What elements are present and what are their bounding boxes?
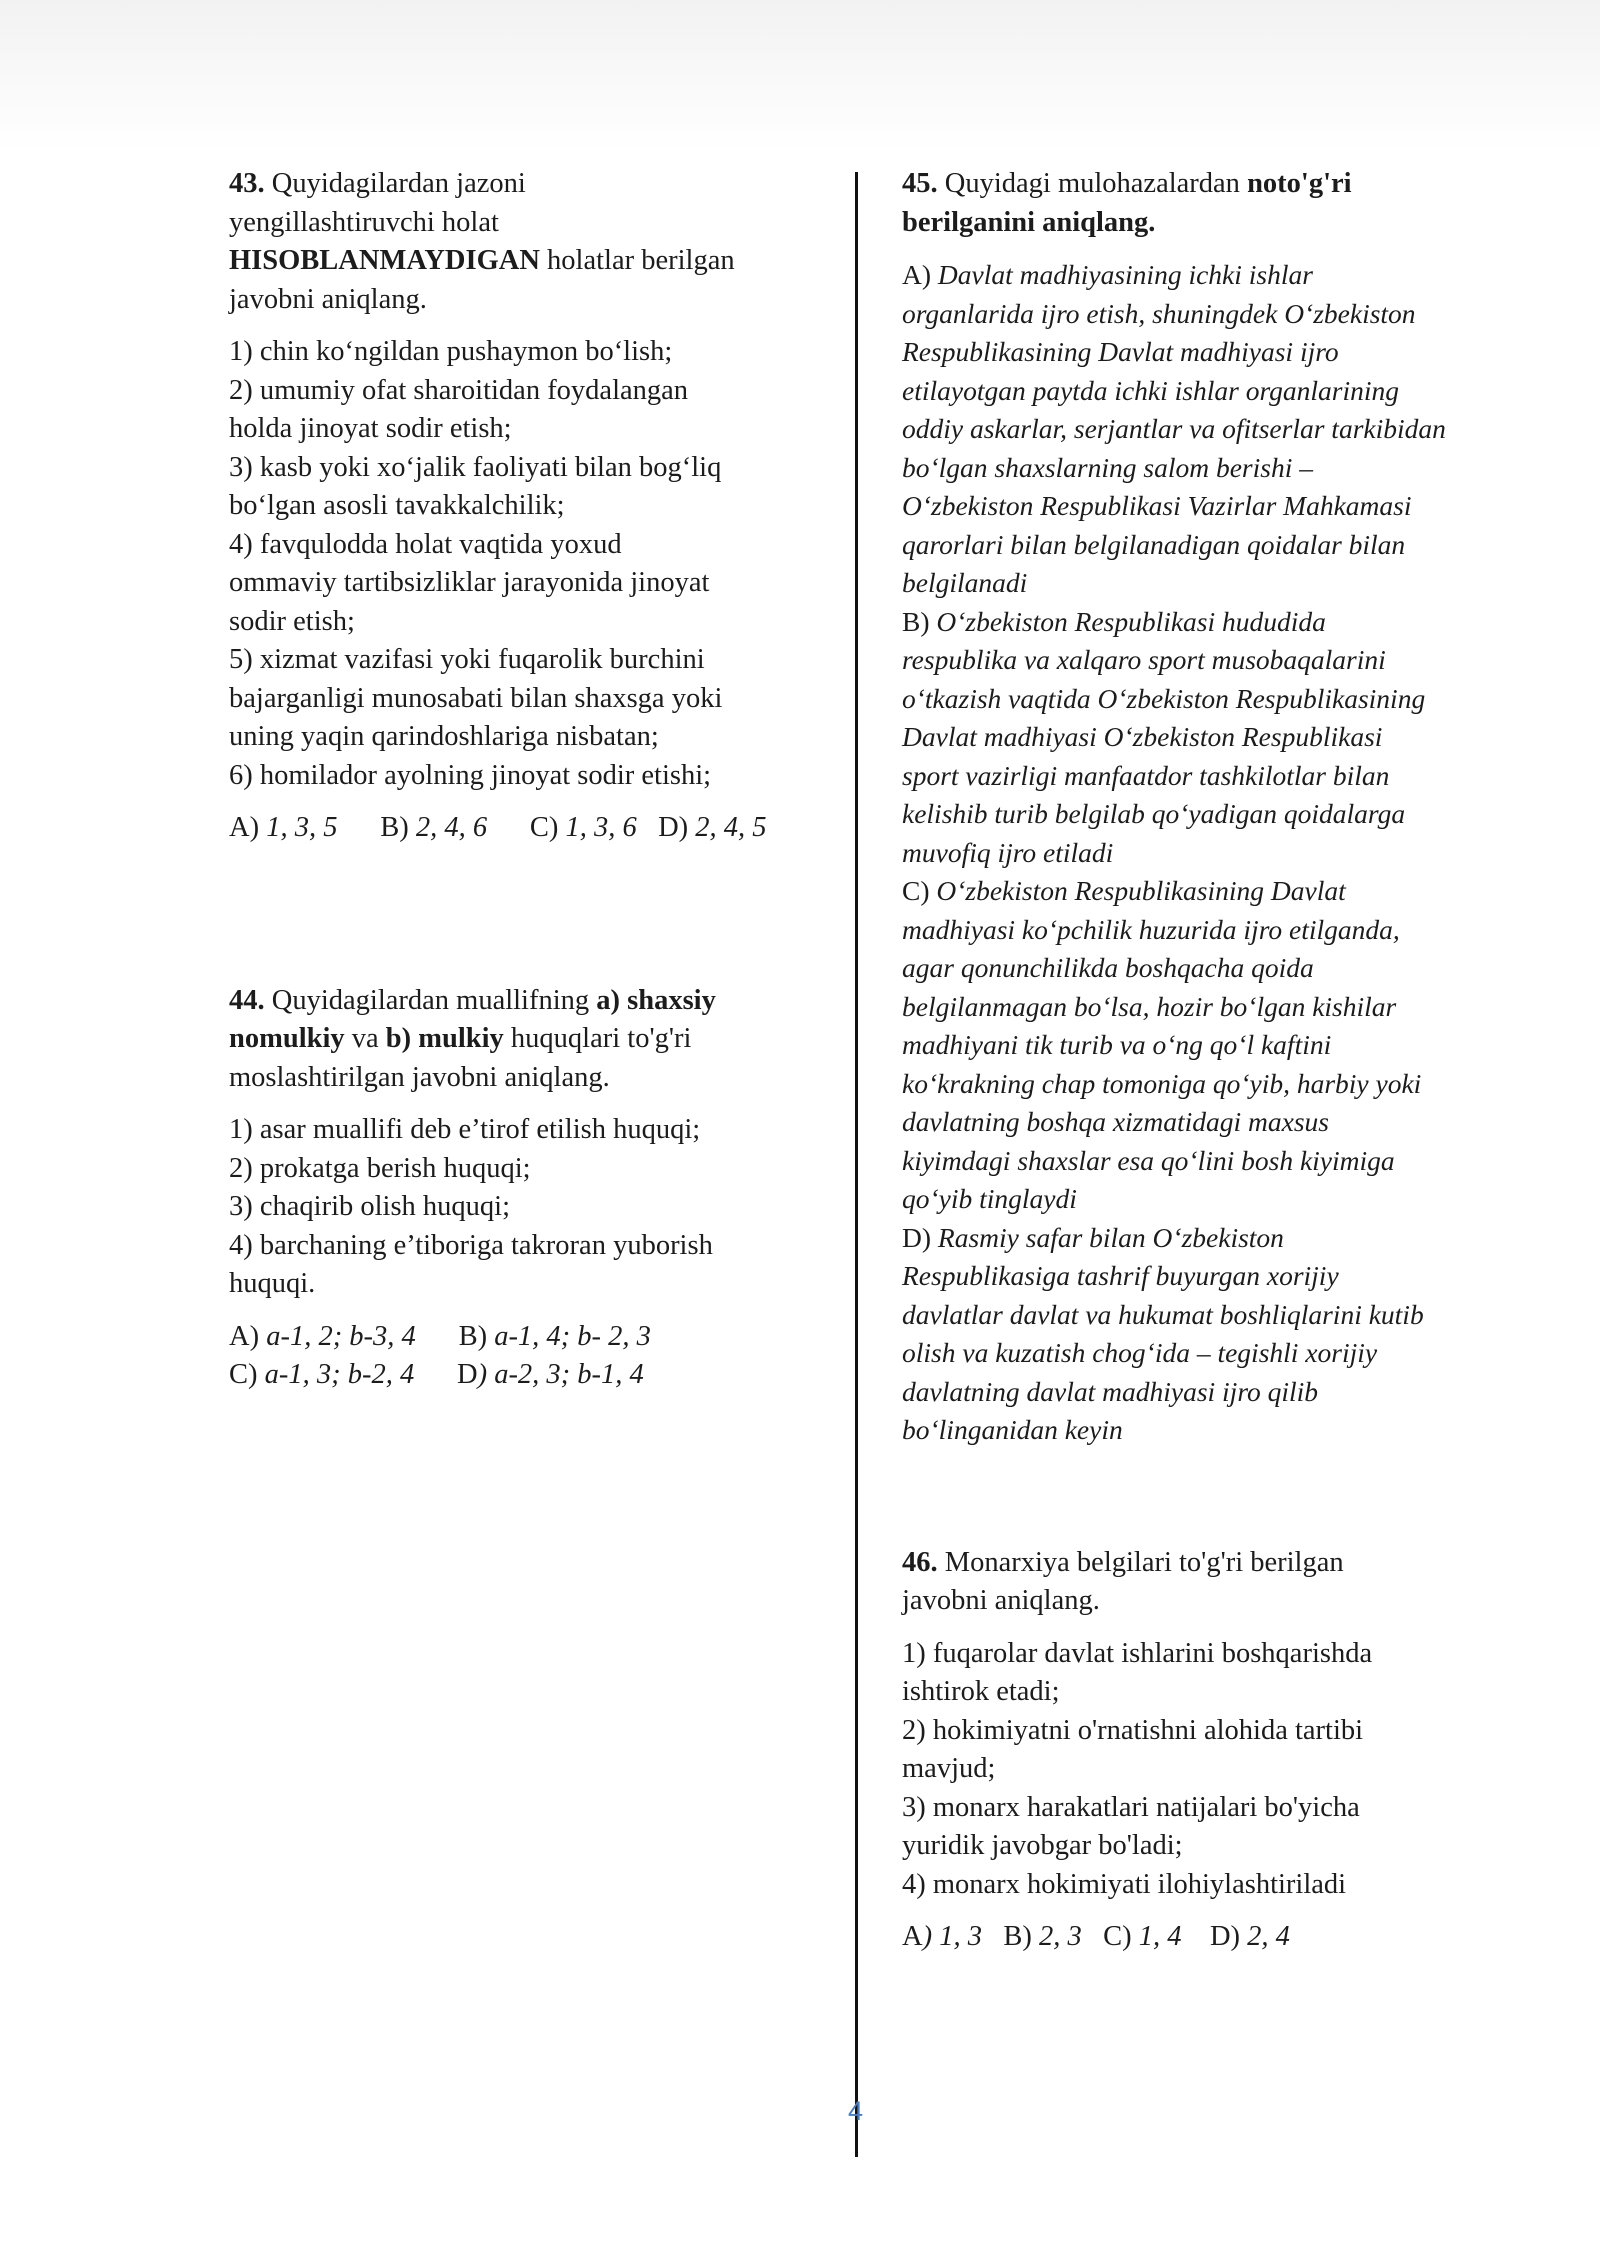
option-b-line[interactable]: B) O‘zbekiston Respublikasi hududida <box>902 605 1326 637</box>
option-a-line: organlarida ijro etish, shuningdek O‘zbekiston <box>902 297 1416 329</box>
statement-line: 1) asar muallifi deb e’tirof etilish huquqi; <box>229 1114 701 1145</box>
answer-option-d[interactable]: D) 2, 4, 5 <box>658 812 767 843</box>
question-number: 46. <box>902 1546 938 1578</box>
statement-line: 2) umumiy ofat sharoitidan foydalangan <box>229 374 689 406</box>
option-a-line[interactable]: A) Davlat madhiyasining ichki ishlar <box>902 259 1313 290</box>
option-a-line: oddiy askarlar, serjantlar va ofitserlar tarkibidan <box>902 413 1446 444</box>
statement-line: huquqi. <box>229 1268 316 1299</box>
option-a-line: qarorlari bilan belgilanadigan qoidalar bilan <box>902 528 1406 560</box>
question-44 <box>229 982 829 1395</box>
question-44-heading: 44. Quyidagilardan muallifning a) shaxsiy nomulkiy va b) mulkiy huquqlari to'g'ri moslashtirilgan javobni aniqlang. <box>229 984 716 1093</box>
question-46-answers <box>902 1918 1502 1957</box>
option-d-line: olish va kuzatish chog‘ida – tegishli xorijiy <box>902 1337 1378 1368</box>
option-b-line: kelishib turib belgilab qo‘yadigan qoidalarga <box>902 798 1406 829</box>
option-d-line: davlatlar davlat va hukumat boshliqlarini kutib <box>902 1298 1424 1330</box>
statement-line: bajarganligi munosabati bilan shaxsga yoki <box>229 682 723 714</box>
option-c-line: davlatning boshqa xizmatidagi maxsus <box>902 1106 1330 1137</box>
question-43-statements <box>229 333 829 795</box>
option-d-line: Respublikasiga tashrif buyurgan xorijiy <box>902 1260 1339 1291</box>
option-c-line: belgilanmagan bo‘lsa, hozir bo‘lgan kishilar <box>902 990 1397 1022</box>
statement-line: sodir etish; <box>229 605 355 637</box>
scan-top-shading <box>0 0 1600 150</box>
option-c-line: ko‘krakning chap tomoniga qo‘yib, harbiy yoki <box>902 1067 1422 1099</box>
option-a-line: bo‘lgan shaxslarning salom berishi – <box>902 451 1313 483</box>
option-b-line: o‘tkazish vaqtida O‘zbekiston Respublikasining <box>902 682 1426 714</box>
question-number: 44. <box>229 984 265 1016</box>
statement-line: yuridik javobgar bo'ladi; <box>902 1830 1183 1861</box>
statement-line: ishtirok etadi; <box>902 1676 1060 1707</box>
option-d-line[interactable]: D) Rasmiy safar bilan O‘zbekiston <box>902 1221 1284 1253</box>
option-b-line: muvofiq ijro etiladi <box>902 836 1114 868</box>
answer-option-c[interactable]: C) 1, 3, 6 <box>529 812 637 843</box>
question-number: 43. <box>229 168 265 199</box>
statement-line: holda jinoyat sodir etish; <box>229 413 512 444</box>
statement-line: 3) chaqirib olish huquqi; <box>229 1191 511 1222</box>
option-a-line: belgilanadi <box>902 567 1028 598</box>
option-c-line[interactable]: C) O‘zbekiston Respublikasining Davlat <box>902 875 1346 906</box>
option-d-line: davlatning davlat madhiyasi ijro qilib <box>902 1375 1319 1407</box>
option-a-line: etilayotgan paytda ichki ishlar organlarining <box>902 374 1400 406</box>
statement-line: 1) fuqarolar davlat ishlarini boshqarishda <box>902 1637 1373 1669</box>
statement-line: bo‘lgan asosli tavakkalchilik; <box>229 490 565 521</box>
option-a-line: O‘zbekiston Respublikasi Vazirlar Mahkamasi <box>902 490 1412 521</box>
question-45-heading: 45. Quyidagi mulohazalardan noto'g'ri berilganini aniqlang. <box>902 168 1352 238</box>
option-b-line: respublika va xalqaro sport musobaqalarini <box>902 644 1386 675</box>
statement-line: 4) monarx hokimiyati ilohiylashtiriladi <box>902 1868 1347 1900</box>
option-c-line: madhiyasi ko‘pchilik huzurida ijro etilganda, <box>902 913 1400 945</box>
answer-option-a[interactable]: A) 1, 3 <box>902 1921 982 1952</box>
answer-option-b[interactable]: B) 2, 3 <box>1003 1921 1082 1952</box>
statement-line: 2) hokimiyatni o'rnatishni alohida tartibi <box>902 1714 1364 1746</box>
statement-line: 6) homilador ayolning jinoyat sodir etishi; <box>229 759 712 791</box>
answer-option-d[interactable]: D) 2, 4 <box>1209 1921 1290 1952</box>
statement-line: 2) prokatga berish huquqi; <box>229 1152 531 1184</box>
statement-line: mavjud; <box>902 1753 996 1784</box>
statement-line: ommaviy tartibsizliklar jarayonida jinoyat <box>229 567 710 598</box>
statement-line: 3) kasb yoki xo‘jalik faoliyati bilan bog‘liq <box>229 451 722 483</box>
left-column <box>229 165 829 1395</box>
question-45 <box>902 165 1502 1450</box>
question-43 <box>229 165 829 848</box>
question-44-statements <box>229 1111 829 1304</box>
answer-option-d[interactable]: D) a-2, 3; b-1, 4 <box>456 1359 644 1390</box>
statement-line: 4) barchaning e’tiboriga takroran yuborish <box>229 1229 713 1261</box>
statement-line: 4) favqulodda holat vaqtida yoxud <box>229 528 622 560</box>
statement-line: 1) chin ko‘ngildan pushaymon bo‘lish; <box>229 336 673 367</box>
statement-line: 3) monarx harakatlari natijalari bo'yicha <box>902 1791 1360 1823</box>
answer-option-a[interactable]: A) a-1, 2; b-3, 4 <box>229 1320 416 1352</box>
option-c-line: kiyimdagi shaxslar esa qo‘lini bosh kiyimiga <box>902 1144 1395 1176</box>
question-number: 45. <box>902 168 938 199</box>
option-b-line: Davlat madhiyasi O‘zbekiston Respublikasi <box>902 721 1383 752</box>
page-number: 4 <box>848 2096 864 2126</box>
answer-option-b[interactable]: B) a-1, 4; b- 2, 3 <box>458 1320 651 1352</box>
option-b-line: sport vazirligi manfaatdor tashkilotlar bilan <box>902 759 1390 791</box>
answer-option-a[interactable]: A) 1, 3, 5 <box>229 812 338 843</box>
question-46-heading: 46. Monarxiya belgilari to'g'ri berilgan javobni aniqlang. <box>902 1546 1344 1616</box>
answer-option-c[interactable]: C) 1, 4 <box>1103 1921 1182 1952</box>
answer-option-c[interactable]: C) a-1, 3; b-2, 4 <box>229 1359 415 1390</box>
right-column <box>902 165 1502 1957</box>
option-d-line: bo‘linganidan keyin <box>902 1414 1123 1445</box>
option-c-line: madhiyani tik turib va o‘ng qo‘l kaftini <box>902 1029 1332 1060</box>
question-44-answers <box>229 1318 829 1395</box>
statement-line: 5) xizmat vazifasi yoki fuqarolik burchini <box>229 644 705 675</box>
question-45-options <box>902 256 1502 1450</box>
statement-line: uning yaqin qarindoshlariga nisbatan; <box>229 721 659 752</box>
option-c-line: agar qonunchilikda boshqacha qoida <box>902 952 1314 983</box>
question-43-heading: 43. Quyidagilardan jazoni yengillashtiruvchi holat HISOBLANMAYDIGAN holatlar berilgan javobni aniqlang. <box>229 168 735 315</box>
question-46 <box>902 1544 1502 1957</box>
option-a-line: Respublikasining Davlat madhiyasi ijro <box>902 336 1339 367</box>
question-43-answers <box>229 809 829 848</box>
question-46-statements <box>902 1635 1502 1905</box>
column-divider <box>855 172 858 2157</box>
option-c-line: qo‘yib tinglaydi <box>902 1183 1077 1214</box>
answer-option-b[interactable]: B) 2, 4, 6 <box>380 812 488 843</box>
